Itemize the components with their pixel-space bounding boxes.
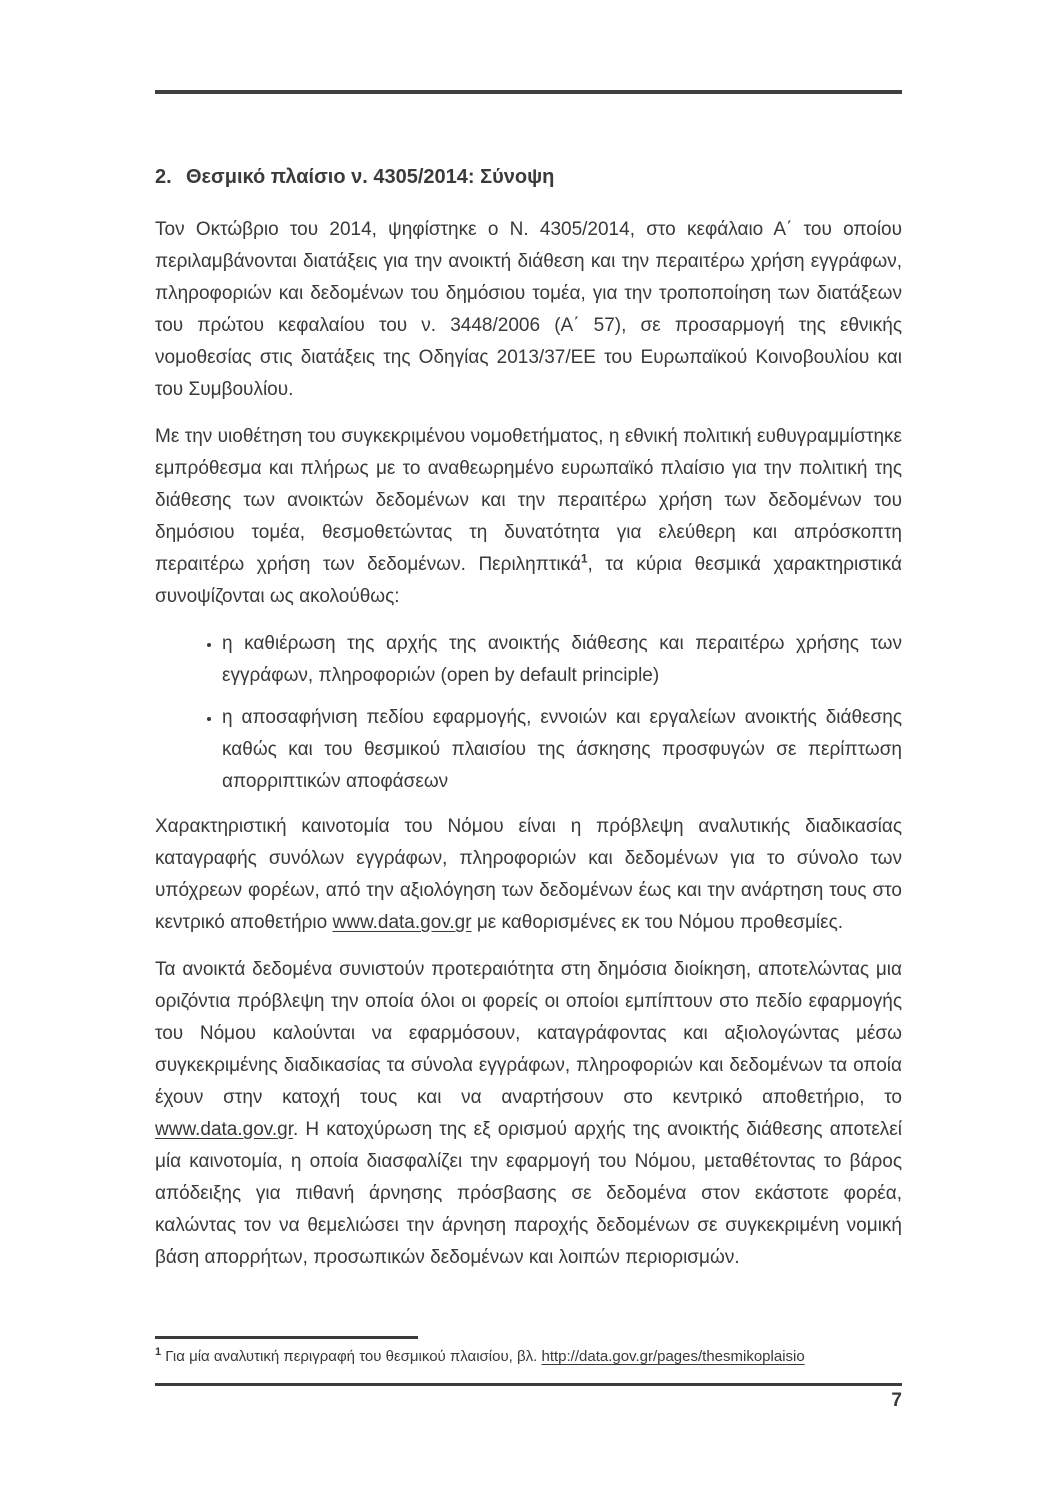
footnote-separator	[155, 1336, 418, 1339]
thesmiko-plaisio-link[interactable]: http://data.gov.gr/pages/thesmikoplaisio	[541, 1348, 805, 1365]
paragraph-open-data-priority	[155, 954, 902, 1274]
paragraph-innovation	[155, 811, 902, 939]
footnote-number: 1	[155, 1346, 162, 1358]
list-item-open-by-default	[222, 628, 902, 692]
paragraph-text: , τα κύρια θεσμικά χαρακτηριστικά συνοψίζονται ως ακολούθως:	[155, 554, 902, 607]
section-title: Θεσμικό πλαίσιο ν. 4305/2014: Σύνοψη	[186, 166, 555, 188]
page-number: 7	[891, 1390, 902, 1411]
paragraph-text: Χαρακτηριστική καινοτομία του Νόμου είναι η πρόβλεψη αναλυτικής διαδικασίας καταγραφής συνόλων εγγράφων, πληροφοριών και δεδομένων για το σύνολο των υπόχρεων φορέων, από την αξιολόγηση των δεδομένων έως και την ανάρτηση τους στο κεντρικό αποθετήριο	[155, 816, 902, 933]
section-heading	[155, 166, 902, 189]
paragraph-text: Τον Οκτώβριο του 2014, ψηφίστηκε ο Ν. 4305/2014, στο κεφάλαιο Α΄ του οποίου περιλαμβάνονται διατάξεις για την ανοικτή διάθεση και την περαιτέρω χρήση εγγράφων, πληροφοριών και δεδομένων του δημόσιου τομέα, για την τροποποίηση των διατάξεων του πρώτου κεφαλαίου του ν. 3448/2006 (Α΄ 57), σε προσαρμογή της εθνικής νομοθεσίας στις διατάξεις της Οδηγίας 2013/37/ΕΕ του Ευρωπαϊκού Κοινοβουλίου και του Συμβουλίου.	[155, 219, 902, 400]
paragraph-text: με καθορισμένες εκ του Νόμου προθεσμίες.	[471, 912, 844, 933]
bullet-list	[155, 628, 902, 798]
data-gov-gr-link[interactable]: www.data.gov.gr	[155, 1119, 294, 1140]
header-rule	[155, 90, 902, 94]
bullet-text: η καθιέρωση της αρχής της ανοικτής διάθεσης και περαιτέρω χρήσης των εγγράφων, πληροφοριών (open by default principle)	[222, 633, 902, 686]
bullet-text: η αποσαφήνιση πεδίου εφαρμογής, εννοιών και εργαλείων ανοικτής διάθεσης καθώς και του θεσμικού πλαισίου της άσκησης προσφυγών σε περίπτωση απορριπτικών αποφάσεων	[222, 707, 902, 792]
paragraph-text: Τα ανοικτά δεδομένα συνιστούν προτεραιότητα στη δημόσια διοίκηση, αποτελώντας μια οριζόντια πρόβλεψη την οποία όλοι οι φορείς οι οποίοι εμπίπτουν στο πεδίο εφαρμογής του Νόμου καλούνται να εφαρμόσουν, καταγράφοντας και αξιολογώντας μέσω συγκεκριμένης διαδικασίας τα σύνολα εγγράφων, πληροφοριών και δεδομένων τα οποία έχουν στην κατοχή τους και να αναρτήσουν στο κεντρικό αποθετήριο, το	[155, 959, 902, 1108]
paragraph-intro-law	[155, 214, 902, 406]
document-body	[155, 214, 902, 1289]
footnote-text: Για μία αναλυτική περιγραφή του θεσμικού πλαισίου, βλ.	[161, 1348, 542, 1365]
data-gov-gr-link[interactable]: www.data.gov.gr	[332, 912, 472, 933]
footnote	[155, 1346, 902, 1368]
section-number: 2.	[155, 166, 172, 188]
paragraph-text: Με την υιοθέτηση του συγκεκριμένου νομοθετήματος, η εθνική πολιτική ευθυγραμμίστηκε εμπρόθεσμα και πλήρως με το αναθεωρημένο ευρωπαϊκό πλαίσιο για την πολιτική της διάθεσης των ανοικτών δεδομένων και την περαιτέρω χρήση των δεδομένων του δημόσιου τομέα, θεσμοθετώντας τη δυνατότητα για ελεύθερη και απρόσκοπτη περαιτέρω χρήση των δεδομένων. Περιληπτικά	[155, 426, 902, 575]
paragraph-text: . Η κατοχύρωση της εξ ορισμού αρχής της ανοικτής διάθεσης αποτελεί μία καινοτομία, η οποία διασφαλίζει την εφαρμογή του Νόμου, μεταθέτοντας το βάρος απόδειξης για πιθανή άρνησης πρόσβασης σε δεδομένα στον εκάστοτε φορέα, καλώντας τον να θεμελιώσει την άρνηση παροχής δεδομένων σε συγκεκριμένη νομική βάση απορρήτων, προσωπικών δεδομένων και λοιπών περιορισμών.	[155, 1119, 902, 1268]
paragraph-adoption	[155, 421, 902, 613]
footer-rule	[155, 1383, 902, 1386]
footnote-reference-1: 1	[580, 551, 588, 566]
list-item-scope-clarification	[222, 702, 902, 798]
